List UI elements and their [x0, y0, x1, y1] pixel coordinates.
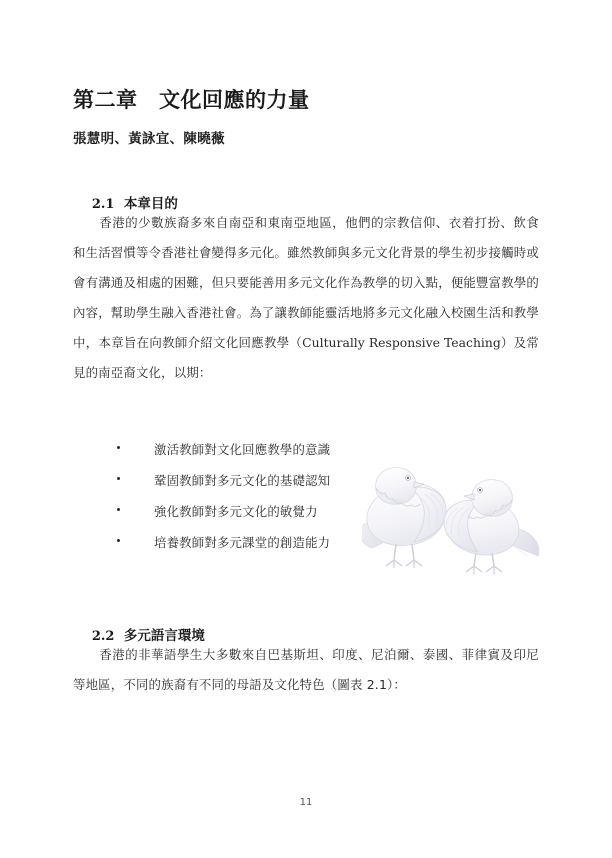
- paragraph-lead-text: 香港的少數族裔多來自南亞和東南亞地區，他們的宗教信仰、衣着打扮、飲食和生活習慣等令香港社會變得多元化。雖然教師與多元文化背景的學生初步接觸時或會有溝通及相處的困難，但只要能善用多元文化作為教學的切入點，便能豐富教學的內容，幫助學生融入香港社會。為了讓教師能靈活地將多元文化融入校園生活和教學中，本章旨在向教師介紹文化回應教學（: [73, 215, 539, 350]
- english-term-culturally-responsive-teaching: Culturally Responsive Teaching: [302, 335, 501, 350]
- list-item: [115, 533, 330, 564]
- two-white-doves-illustration: [362, 432, 542, 584]
- bullet-dot-icon: [117, 539, 120, 542]
- bullet-dot-icon: [117, 446, 120, 449]
- page-title: 第二章 文化回應的力量: [73, 88, 310, 112]
- dove-left: [362, 468, 446, 568]
- list-item: [115, 502, 330, 533]
- paragraph-multilingual-environment: [73, 640, 539, 700]
- section-title: 本章目的: [123, 196, 178, 212]
- bullet-dot-icon: [117, 508, 120, 511]
- list-item: [115, 471, 330, 502]
- section-number: 2.1: [91, 197, 115, 212]
- dove-right: [444, 480, 539, 574]
- paragraph-text: 香港的非華語學生大多數來自巴基斯坦、印度、尼泊爾、泰國、菲律賓及印尼等地區，不同的族裔有不同的母語及文化特色（圖表 2.1）：: [73, 647, 539, 692]
- list-item-label: 培養教師對多元課堂的創造能力: [154, 535, 331, 550]
- page-number: 11: [299, 797, 313, 808]
- list-item: [115, 440, 330, 471]
- list-item-label: 激活教師對文化回應教學的意識: [154, 442, 331, 457]
- list-item-label: 強化教師對多元文化的敏覺力: [154, 504, 318, 519]
- section-title: 多元語言環境: [123, 628, 205, 644]
- paragraph-tail-text: ）及常見的南亞裔文化，以期：: [73, 335, 539, 380]
- list-item-label: 鞏固教師對多元文化的基礎認知: [154, 473, 331, 488]
- author-list: 張慧明、黃詠宜、陳曉薇: [73, 131, 225, 147]
- section-number: 2.2: [91, 629, 115, 644]
- objectives-list: [115, 440, 330, 564]
- paragraph-chapter-purpose: [73, 208, 539, 388]
- doves-icon: [362, 432, 542, 584]
- bullet-dot-icon: [117, 477, 120, 480]
